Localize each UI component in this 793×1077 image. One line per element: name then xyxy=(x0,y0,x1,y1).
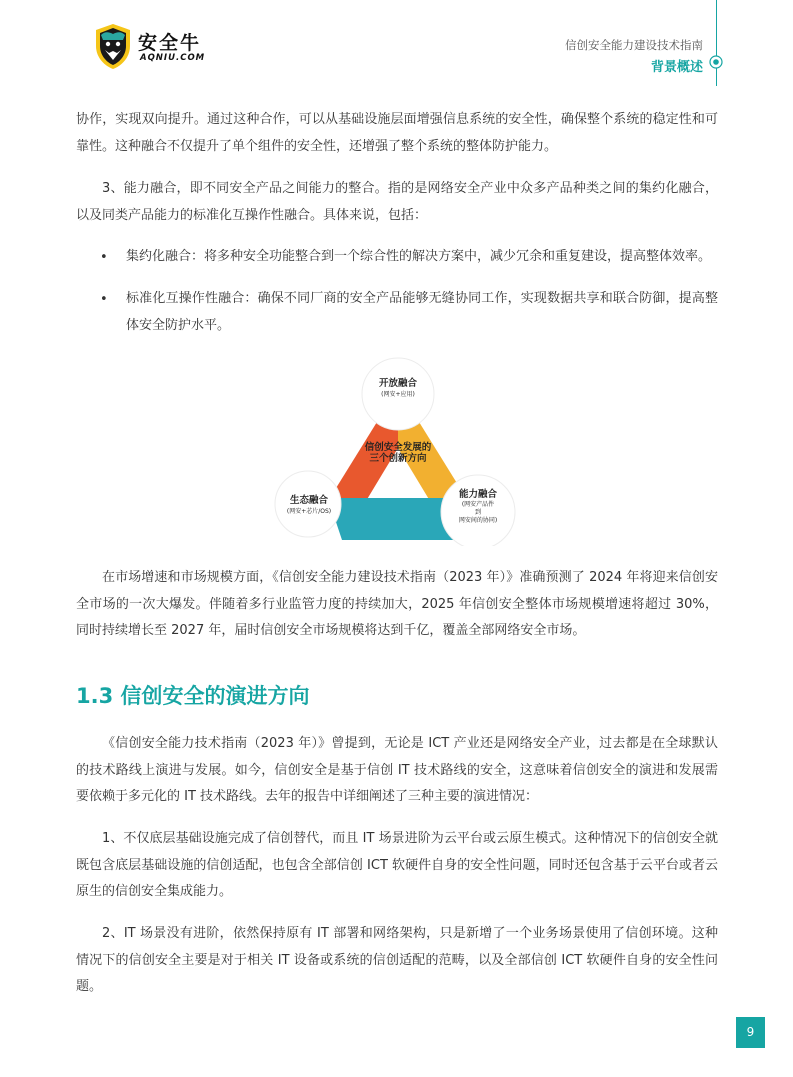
top-title: 开放融合 xyxy=(378,378,417,389)
paragraph-2: 3、能力融合，即不同安全产品之间能力的整合。指的是网络安全产业中众多产品种类之间的集约化融合，以及同类产品能力的标准化互操作性融合。具体来说，包括： xyxy=(76,181,718,223)
page-number: 9 xyxy=(736,1017,765,1048)
paragraph-5: 1、不仅底层基础设施完成了信创替代，而且 IT 场景进阶为云平台或云原生模式。这种情况下的信创安全就既包含底层基础设施的信创适配，也包含全部信创 ICT 软硬件自身的安全性问题，同时还包含基于云平台或者云原生的信创安全集成能力。 xyxy=(76,831,718,899)
logo xyxy=(93,22,206,70)
section-title: 背景概述 xyxy=(650,60,703,75)
bullet-marker: • xyxy=(100,292,108,307)
paragraph-3: 在市场增速和市场规模方面，《信创安全能力建设技术指南（2023 年）》准确预测了 2024 年将迎来信创安全市场的一次大爆发。伴随着多行业监管力度的持续加大，2025 年信创安全整体市场规模增速将超过 30%，同时持续增长至 2027 年，届时信创安全市场规模将达到千亿，覆盖全部网络安全市场。 xyxy=(76,570,718,638)
paragraph-6: 2、IT 场景没有进阶，依然保持原有 IT 部署和网络架构，只是新增了一个业务场景使用了信创环境。这种情况下的信创安全主要是对于相关 IT 设备或系统的信创适配的范畴，以及全部信创 ICT 软硬件自身的安全性问题。 xyxy=(76,926,718,994)
right-circle-label xyxy=(444,489,512,525)
bullet-marker: • xyxy=(100,250,108,265)
bullet-item: 集约化融合：将多种安全功能整合到一个综合性的解决方案中，减少冗余和重复建设，提高整体效率。 xyxy=(126,249,712,264)
left-circle-label xyxy=(274,492,344,515)
bullet-item: 标准化互操作性融合：确保不同厂商的安全产品能够无缝协同工作，实现数据共享和联合防御，提高整体安全防护水平。 xyxy=(126,291,718,333)
center-line-2: 三个创新方向 xyxy=(369,453,427,464)
document-title: 信创安全能力建设技术指南 xyxy=(565,38,703,52)
right-sub-3: 网安间的协同) xyxy=(458,517,498,524)
section-heading: 1.3 信创安全的演进方向 xyxy=(76,684,310,708)
logo-text: 安全牛 xyxy=(138,32,202,54)
target-icon xyxy=(709,55,723,69)
shield-icon xyxy=(93,22,133,70)
innovation-diagram xyxy=(268,356,528,546)
logo-subtext: AQNIU.COM xyxy=(140,53,206,63)
left-title: 生态融合 xyxy=(289,495,328,506)
right-title: 能力融合 xyxy=(458,489,497,500)
top-circle-label xyxy=(366,375,430,398)
top-sub: (网安+应用) xyxy=(381,391,415,398)
paragraph-4: 《信创安全能力技术指南（2023 年）》曾提到，无论是 ICT 产业还是网络安全产业，过去都是在全球默认的技术路线上演进与发展。如今，信创安全是基于信创 IT 技术路线的安全，这意味着信创安全的演进和发展需要依赖于多元化的 IT 技术路线。去年的报告中详细阐述了三种主要的演进情况： xyxy=(76,736,718,804)
right-sub-2: 到 xyxy=(474,509,481,516)
header-divider xyxy=(716,0,717,86)
left-sub: (网安+芯片/OS) xyxy=(286,508,332,515)
paragraph-1: 协作，实现双向提升。通过这种合作，可以从基础设施层面增强信息系统的安全性，确保整个系统的稳定性和可靠性。这种融合不仅提升了单个组件的安全性，还增强了整个系统的整体防护能力。 xyxy=(76,112,718,154)
center-line-1: 信创安全发展的 xyxy=(364,442,432,453)
diagram-center-label xyxy=(350,442,446,464)
right-sub-1: (网安产品件 xyxy=(461,501,495,508)
